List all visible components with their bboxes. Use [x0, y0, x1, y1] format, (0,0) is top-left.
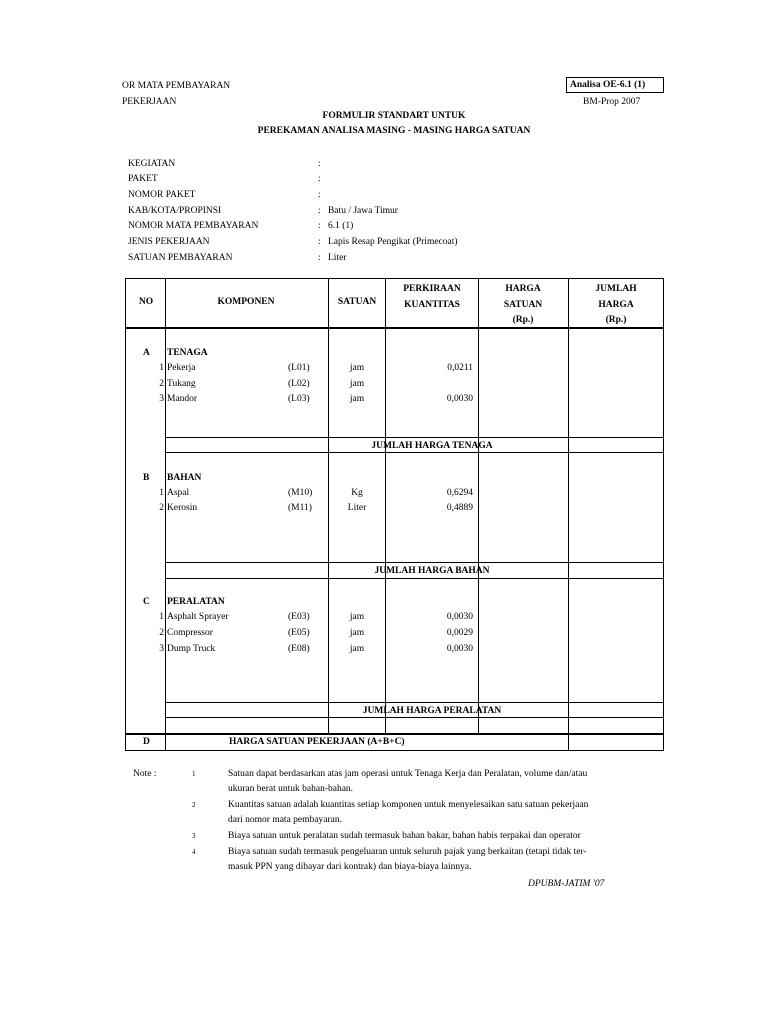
item-no: 1: [159, 488, 164, 498]
col-divider: [568, 278, 569, 328]
item-code: (L01): [288, 363, 310, 373]
item-name: Pekerja: [167, 363, 196, 373]
item-code: (L02): [288, 379, 310, 389]
col-divider: [328, 278, 329, 328]
info-colon: :: [318, 159, 321, 169]
note-text: Biaya satuan untuk peralatan sudah termasuk bahan bakar, bahan habis terpakai dan operator: [228, 831, 581, 841]
item-no: 2: [159, 628, 164, 638]
total-peralatan: JUMLAH HARGA PERALATAN: [362, 706, 502, 716]
item-name: Compressor: [167, 628, 213, 638]
item-unit: Liter: [347, 503, 367, 513]
analisa-code: Analisa OE-6.1 (1): [570, 80, 646, 90]
item-code: (M11): [288, 503, 312, 513]
total-harga-satuan: HARGA SATUAN PEKERJAAN (A+B+C): [229, 737, 405, 747]
item-qty: 0,0030: [446, 612, 473, 622]
info-colon: :: [318, 174, 321, 184]
item-no: 1: [159, 612, 164, 622]
item-qty: 0,0030: [446, 644, 473, 654]
col-harga: HARGA: [505, 284, 541, 294]
item-name: Aspal: [167, 488, 190, 498]
item-unit: Kg: [351, 488, 363, 498]
total-bahan: JUMLAH HARGA BAHAN: [374, 566, 490, 576]
form-title-1: FORMULIR STANDART UNTUK: [322, 111, 466, 121]
form-title-2: PEREKAMAN ANALISA MASING - MASING HARGA SATUAN: [257, 126, 531, 136]
item-qty: 0,0029: [446, 628, 473, 638]
info-colon: :: [318, 221, 321, 231]
item-no: 2: [159, 379, 164, 389]
section-letter: D: [143, 737, 150, 747]
info-value: Lapis Resap Pengikat (Primecoat): [328, 237, 458, 247]
info-colon: :: [318, 190, 321, 200]
item-name: Tukang: [167, 379, 196, 389]
note-number: 4: [192, 848, 196, 856]
item-no: 3: [159, 394, 164, 404]
row-border: [165, 578, 664, 579]
table-body-border: [125, 328, 664, 734]
info-label: NOMOR MATA PEMBAYARAN: [128, 221, 259, 231]
section-letter: C: [143, 597, 150, 607]
info-label: JENIS PEKERJAAN: [128, 237, 210, 247]
note-text: Biaya satuan sudah termasuk pengeluaran untuk seluruh pajak yang berkaitan (tetapi tidak ter-: [228, 847, 587, 857]
info-colon: :: [318, 253, 321, 263]
col-perkiraan: PERKIRAAN: [403, 284, 461, 294]
info-value: Liter: [328, 253, 347, 263]
item-code: (E08): [288, 644, 310, 654]
item-name: Mandor: [167, 394, 198, 404]
col-divider: [165, 328, 166, 734]
note-number: 1: [192, 770, 196, 778]
info-label: KEGIATAN: [128, 159, 176, 169]
section-title: BAHAN: [167, 473, 202, 483]
item-name: Kerosin: [167, 503, 198, 513]
col-divider: [328, 328, 329, 734]
header-left-1: OR MATA PEMBAYARAN: [122, 81, 231, 91]
info-label: SATUAN PEMBAYARAN: [128, 253, 233, 263]
item-unit: jam: [349, 363, 365, 373]
info-label: NOMOR PAKET: [128, 190, 196, 200]
header-left-2: PEKERJAAN: [122, 97, 177, 107]
col-jumlah-harga: HARGA: [598, 300, 634, 310]
row-border: [165, 717, 664, 718]
table-header-border: [125, 278, 664, 328]
item-qty: 0,4889: [446, 503, 473, 513]
item-unit: jam: [349, 612, 365, 622]
section-letter: A: [143, 348, 150, 358]
item-qty: 0,0211: [447, 363, 473, 373]
item-code: (L03): [288, 394, 310, 404]
col-no: NO: [138, 297, 154, 307]
info-value: Batu / Jawa Timur: [328, 206, 398, 216]
item-unit: jam: [349, 394, 365, 404]
footer-signature: DPUBM-JATIM '07: [528, 879, 605, 889]
col-divider: [385, 328, 386, 734]
item-name: Dump Truck: [167, 644, 216, 654]
row-border: [165, 702, 664, 703]
item-qty: 0,0030: [446, 394, 473, 404]
item-unit: jam: [349, 628, 365, 638]
item-unit: jam: [349, 379, 365, 389]
item-code: (E03): [288, 612, 310, 622]
info-colon: :: [318, 237, 321, 247]
row-border: [165, 437, 664, 438]
info-label: KAB/KOTA/PROPINSI: [128, 206, 222, 216]
info-colon: :: [318, 206, 321, 216]
note-number: 3: [192, 832, 196, 840]
bm-prop: BM-Prop 2007: [583, 97, 641, 107]
note-number: 2: [192, 801, 196, 809]
note-text: masuk PPN yang dibayar dari kontrak) dan biaya-biaya lainnya.: [228, 862, 472, 872]
info-value: 6.1 (1): [328, 221, 354, 231]
item-no: 2: [159, 503, 164, 513]
item-unit: jam: [349, 644, 365, 654]
item-code: (E05): [288, 628, 310, 638]
section-title: PERALATAN: [167, 597, 225, 607]
col-satuan: SATUAN: [337, 297, 377, 307]
row-border: [165, 562, 664, 563]
col-komponen: KOMPONEN: [217, 297, 275, 307]
item-qty: 0,6294: [446, 488, 473, 498]
col-divider: [568, 328, 569, 734]
note-text: dari nomor mata pembayaran.: [228, 815, 342, 825]
item-code: (M10): [288, 488, 313, 498]
note-text: Kuantitas satuan adalah kuantitas setiap komponen untuk menyelesaikan satu satuan pekerjaan: [228, 800, 589, 810]
info-label: PAKET: [128, 174, 158, 184]
row-border: [165, 452, 664, 453]
col-kuantitas: KUANTITAS: [404, 300, 460, 310]
item-name: Asphalt Sprayer: [167, 612, 229, 622]
col-jumlah-rp: (Rp.): [605, 315, 627, 325]
col-divider: [478, 278, 479, 328]
notes-label: Note :: [133, 769, 157, 779]
col-divider: [165, 278, 166, 328]
col-harga-rp: (Rp.): [512, 315, 534, 325]
total-tenaga: JUMLAH HARGA TENAGA: [371, 441, 493, 451]
col-divider: [478, 328, 479, 734]
note-text: Satuan dapat berdasarkan atas jam operasi untuk Tenaga Kerja dan Peralatan, volume dan/atau: [228, 769, 588, 779]
col-harga-satuan: SATUAN: [503, 300, 543, 310]
col-divider: [568, 734, 569, 751]
col-divider: [385, 278, 386, 328]
item-no: 1: [159, 363, 164, 373]
col-divider: [165, 734, 166, 751]
note-text: ukuran berat untuk bahan-bahan.: [228, 784, 354, 794]
col-jumlah: JUMLAH: [595, 284, 637, 294]
section-letter: B: [143, 473, 150, 483]
section-title: TENAGA: [167, 348, 208, 358]
item-no: 3: [159, 644, 164, 654]
